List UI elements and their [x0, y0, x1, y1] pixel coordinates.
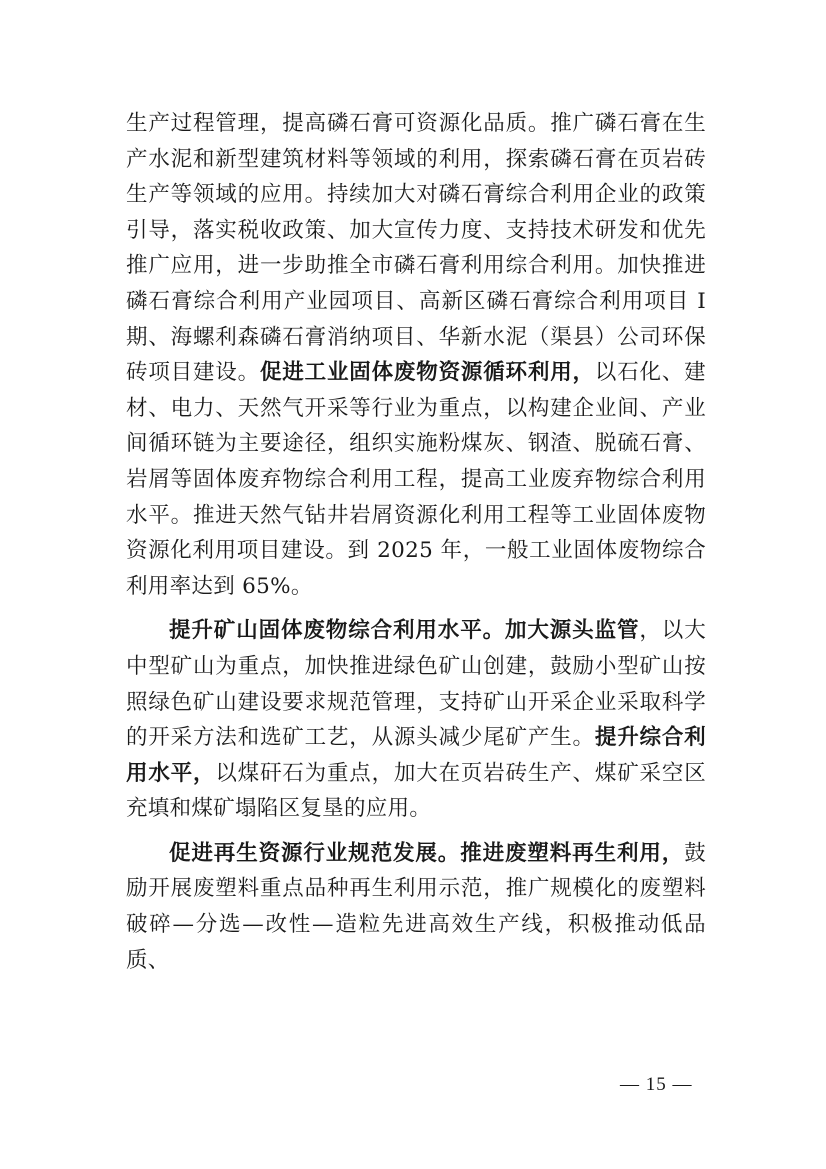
paragraph-text: 生产过程管理，提高磷石膏可资源化品质。推广磷石膏在生产水泥和新型建筑材料等领域的利用，探索磷石膏在页岩砖生产等领域的应用。持续加大对磷石膏综合利用企业的政策引导，落实税收政策、加大宣传力度、支持技术研发和优先推广应用，进一步助推全市磷石膏利用综合利用。加快推进磷石膏综合利用产业园项目、高新区磷石膏综合利用项目 I 期、海螺利森磷石膏消纳项目、华新水泥（渠县）公司环保砖项目建设。	[126, 111, 706, 386]
paragraph-recycling	[126, 836, 706, 978]
paragraph-text: 以煤矸石为重点，加大在页岩砖生产、煤矿采空区充填和煤矿塌陷区复垦的应用。	[126, 760, 706, 822]
paragraph-text: ，以大中型矿山为重点，加快推进绿色矿山创建，鼓励小型矿山按照绿色矿山建设要求规范管理，支持矿山开采企业采取科学的开采方法和选矿工艺，从源头减少尾矿产生。	[126, 618, 706, 751]
paragraph-text: 以石化、建材、电力、天然气开采等行业为重点，以构建企业间、产业间循环链为主要途径，组织实施粉煤灰、钢渣、脱硫石膏、岩屑等固体废弃物综合利用工程，提高工业废弃物综合利用水平。推进天然气钻井岩屑资源化利用工程等工业固体废物资源化利用项目建设。到 2025 年，一般工业固体废物综合利用率达到 65%。	[126, 360, 706, 599]
paragraph-heading-bold: 提升综合利用水平，	[126, 725, 706, 786]
paragraph-phosphogypsum	[126, 106, 706, 604]
page-number: — 15 —	[620, 1074, 693, 1095]
paragraph-heading-bold: 促进再生资源行业规范发展。推进废塑料再生利用，	[169, 840, 685, 866]
paragraph-heading-bold: 提升矿山固体废物综合利用水平。加大源头监管	[169, 618, 640, 644]
paragraph-heading-bold: 促进工业固体废物资源循环利用，	[259, 360, 595, 386]
paragraph-mine-waste	[126, 613, 706, 827]
document-body	[126, 106, 706, 978]
paragraph-text: 鼓励开展废塑料重点品种再生利用示范，推广规模化的废塑料破碎—分选—改性—造粒先进高效生产线，积极推动低品质、	[126, 840, 706, 973]
